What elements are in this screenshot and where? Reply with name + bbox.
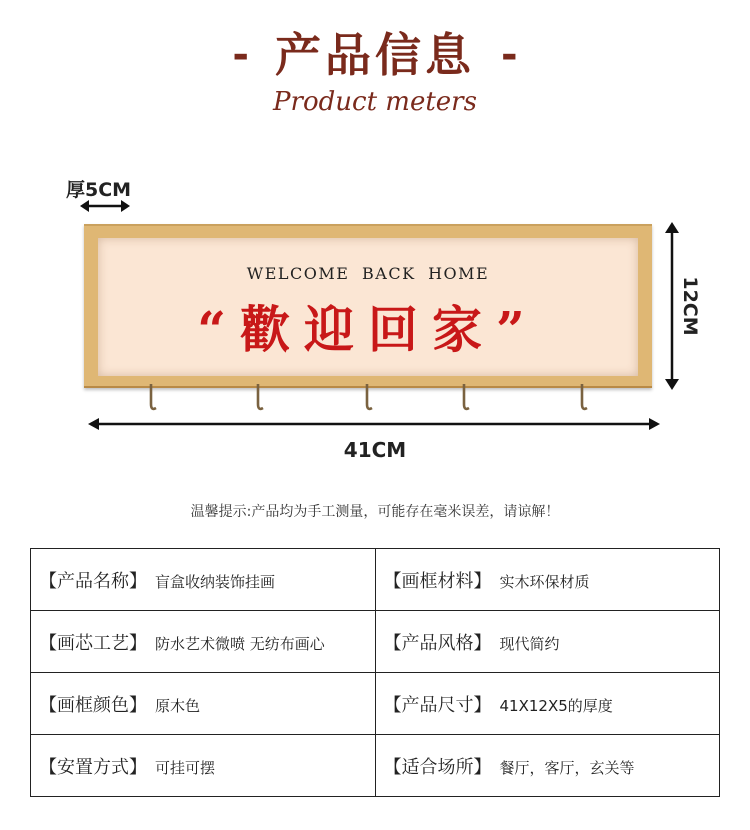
spec-value: 现代简约 <box>499 634 560 653</box>
welcome-text: WELCOME BACK HOME <box>246 264 490 283</box>
hook-icon <box>146 384 160 414</box>
spec-label: 【画框材料】 <box>383 570 492 592</box>
spec-value: 餐厅，客厅，玄关等 <box>499 758 635 777</box>
spec-label: 【产品尺寸】 <box>383 694 492 716</box>
spec-cell <box>31 673 376 735</box>
spec-value: 实木环保材质 <box>499 572 590 591</box>
hook-icon <box>459 384 473 414</box>
spec-label: 【安置方式】 <box>39 756 147 778</box>
spec-value: 盲盒收纳装饰挂画 <box>155 572 276 591</box>
spec-cell <box>375 611 720 673</box>
title-dash-right: - <box>501 32 518 79</box>
spec-value: 41X12X5的厚度 <box>499 696 613 715</box>
spec-label: 【产品风格】 <box>383 632 492 654</box>
wooden-frame <box>84 224 652 388</box>
spec-cell <box>375 735 720 797</box>
spec-label: 【适合场所】 <box>383 756 492 778</box>
spec-cell <box>31 611 376 673</box>
hook-icon <box>577 384 591 414</box>
hook-icon <box>253 384 267 414</box>
product-illustration <box>0 170 750 470</box>
measurement-notice: 温馨提示:产品均为手工测量，可能存在毫米误差，请谅解！ <box>190 504 560 520</box>
page-title: 产品信息 <box>275 28 475 82</box>
spec-label: 【画芯工艺】 <box>39 632 147 654</box>
page-header <box>0 30 750 117</box>
slogan-text: “歡迎回家” <box>197 300 539 359</box>
table-row <box>31 549 720 611</box>
spec-cell <box>375 549 720 611</box>
spec-cell <box>31 735 376 797</box>
width-arrow-icon <box>88 416 660 432</box>
spec-table <box>30 548 720 797</box>
spec-value: 原木色 <box>155 696 201 715</box>
spec-value: 可挂可摆 <box>155 758 216 777</box>
table-row <box>31 673 720 735</box>
page-subtitle: Product meters <box>273 86 477 117</box>
title-dash-left: - <box>232 32 249 79</box>
thickness-arrow-icon <box>80 198 130 214</box>
thickness-label: 厚5CM <box>66 179 132 201</box>
spec-label: 【画框颜色】 <box>39 694 147 716</box>
hook-icon <box>362 384 376 414</box>
title-row <box>0 30 750 81</box>
table-row <box>31 735 720 797</box>
spec-value: 防水艺术微喷 无纺布画心 <box>155 634 325 653</box>
spec-label: 【产品名称】 <box>39 570 147 592</box>
spec-cell <box>31 549 376 611</box>
spec-cell <box>375 673 720 735</box>
width-label: 41CM <box>343 438 407 462</box>
frame-panel <box>98 238 638 376</box>
table-row <box>31 611 720 673</box>
height-label: 12CM <box>679 276 701 336</box>
